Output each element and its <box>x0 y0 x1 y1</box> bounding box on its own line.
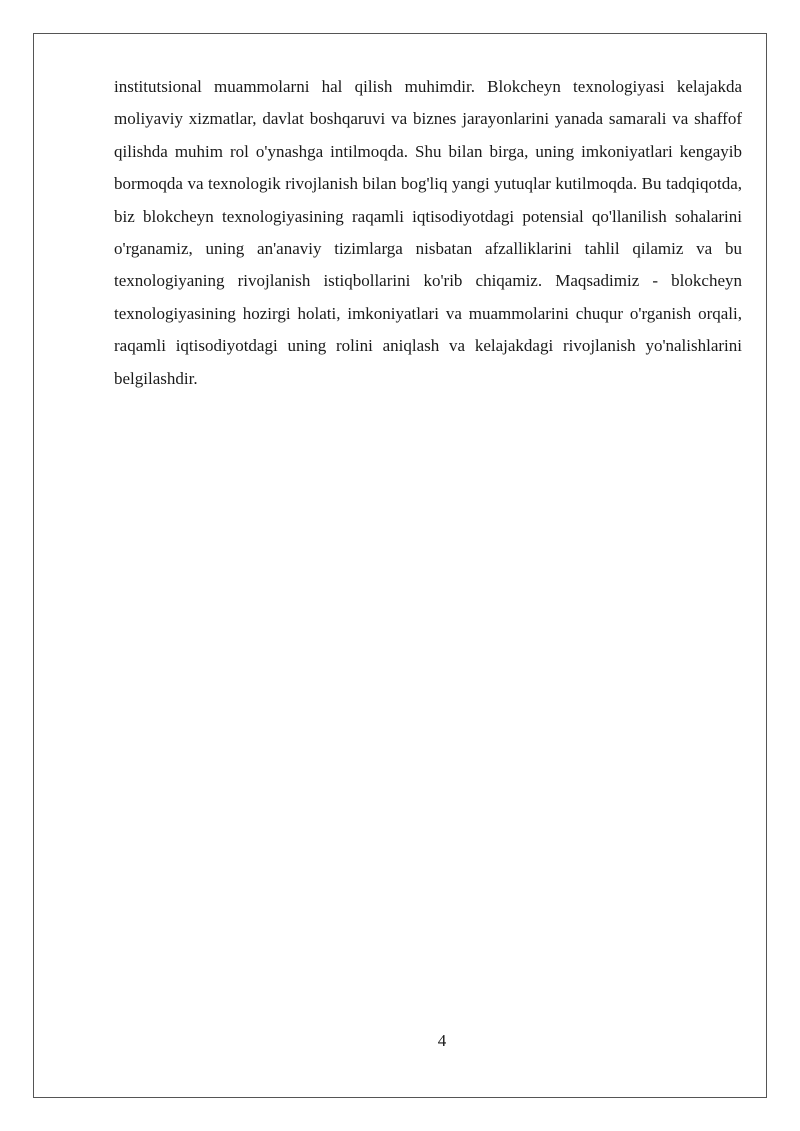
page-number: 4 <box>437 1031 447 1050</box>
body-paragraph: institutsional muammolarni hal qilish muhimdir. Blokcheyn texnologiyasi kelajakda moliyaviy xizmatlar, davlat boshqaruvi va biznes jarayonlarini yanada samarali va shaffof qilishda muhim rol o'ynashga intilmoqda. Shu bilan birga, uning imkoniyatlari kengayib bormoqda va texnologik rivojlanish bilan bog'liq yangi yutuqlar kutilmoqda. Bu tadqiqotda, biz blokcheyn texnologiyasining raqamli iqtisodiyotdagi potensial qo'llanilish sohalarini o'rganamiz, uning an'anaviy tizimlarga nisbatan afzalliklarini tahlil qilamiz va bu texnologiyaning rivojlanish istiqbollarini ko'rib chiqamiz. Maqsadimiz - blokcheyn texnologiyasining hozirgi holati, imkoniyatlari va muammolarini chuqur o'rganish orqali, raqamli iqtisodiyotdagi uning rolini aniqlash va kelajakdagi rivojlanish yo'nalishlarini belgilashdir. <box>114 77 742 388</box>
